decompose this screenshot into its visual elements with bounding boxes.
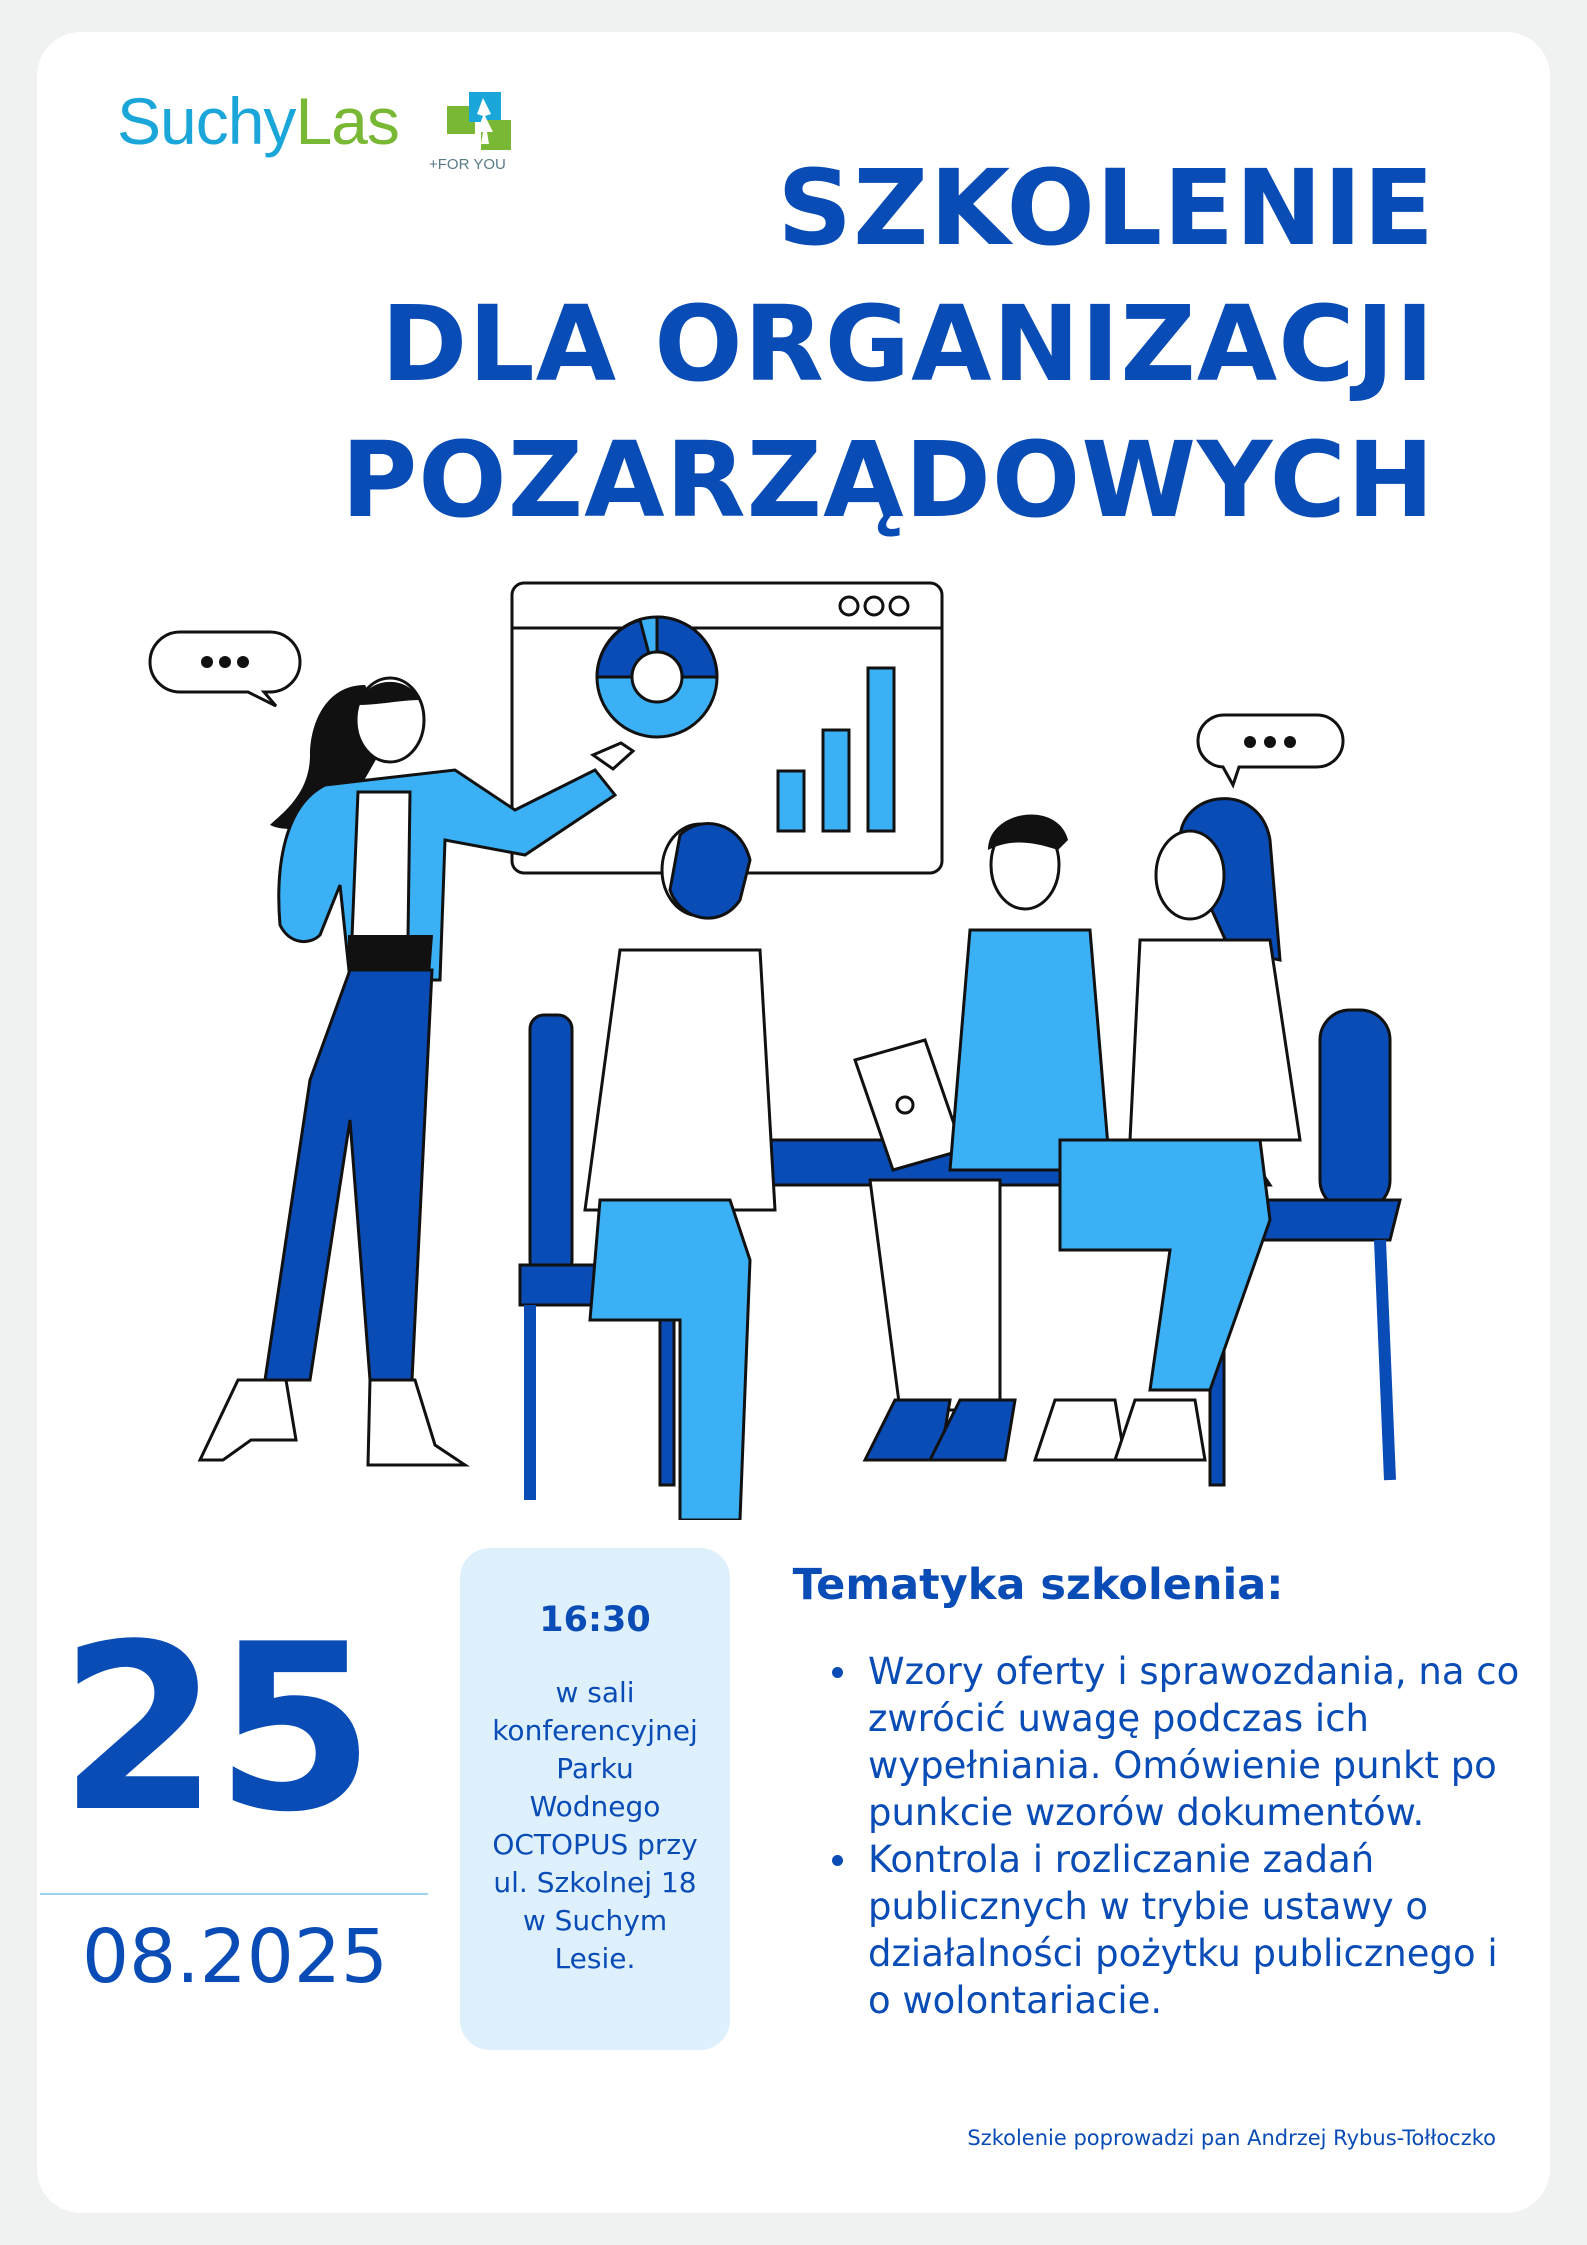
event-time: 16:30 — [539, 1600, 651, 1640]
venue-line: Lesie. — [554, 1942, 636, 1975]
seated-man-figure — [520, 824, 775, 1520]
venue-line: w sali — [555, 1676, 635, 1709]
venue-line: OCTOPUS przy — [492, 1828, 698, 1861]
event-month-year: 08.2025 — [81, 1914, 388, 2000]
title-line-1: SZKOLENIE — [777, 147, 1435, 269]
trainer-note: Szkolenie poprowadzi pan Andrzej Rybus-Tołłoczko — [967, 2126, 1496, 2150]
venue-line: ul. Szkolnej 18 — [493, 1866, 697, 1899]
donut-chart-icon — [597, 617, 717, 737]
speech-bubble-icon — [1198, 715, 1343, 785]
venue-line: konferencyjnej — [492, 1714, 698, 1747]
logo-tagline: +FOR YOU — [429, 156, 506, 173]
venue-text — [470, 1674, 720, 1978]
speech-bubble-icon — [150, 632, 300, 706]
title-line-3: POZARZĄDOWYCH — [341, 419, 1435, 541]
list-item: Kontrola i rozliczanie zadań publicznych w trybie ustawy o działalności pożytku publicznego i o wolontariacie. — [828, 1836, 1528, 2024]
meeting-illustration — [100, 560, 1480, 1520]
list-item: Wzory oferty i sprawozdania, na co zwrócić uwagę podczas ich wypełniania. Omówienie punkt po punkcie wzorów dokumentów. — [828, 1648, 1528, 1836]
logo-wordmark: SuchyLas — [117, 84, 399, 158]
page-title — [341, 140, 1435, 548]
topics-heading: Tematyka szkolenia: — [792, 1560, 1284, 1610]
venue-line: Wodnego — [529, 1790, 661, 1823]
date-divider — [40, 1893, 428, 1895]
event-day: 25 — [58, 1596, 372, 1863]
title-line-2: DLA ORGANIZACJI — [381, 283, 1435, 405]
topics-list — [828, 1648, 1528, 2024]
venue-box — [460, 1548, 730, 2050]
venue-line: w Suchym — [522, 1904, 668, 1937]
venue-line: Parku — [556, 1752, 634, 1785]
